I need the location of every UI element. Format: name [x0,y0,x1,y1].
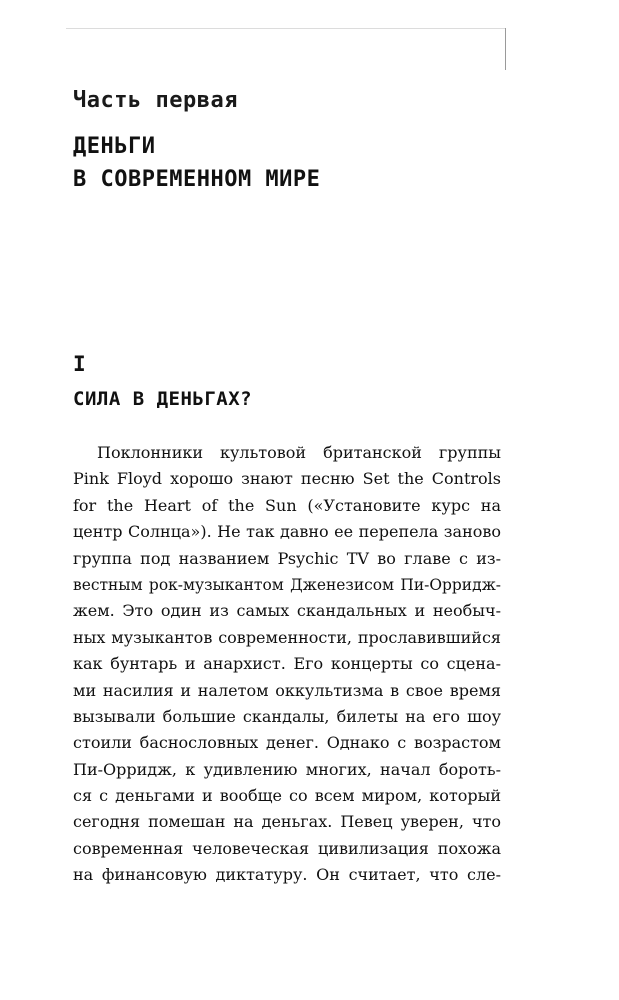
body-paragraph [73,440,501,889]
top-rule-divider [66,28,506,29]
text-line: как бунтарь и анархист. Его концерты со сцена- [73,654,501,674]
part-title [73,130,320,196]
part-label: Часть первая [73,88,238,113]
text-line: вызывали большие скандалы, билеты на его шоу [73,706,501,726]
text-line: жем. Это один из самых скандальных и необыч- [73,601,501,621]
text-line: ми насилия и налетом оккультизма в свое время [73,680,501,700]
text-line: ных музыкантов современности, прославившийся [73,627,501,647]
text-line: стоили баснословных денег. Однако с возрастом [73,733,501,753]
chapter-number: I [73,352,86,376]
part-title-line: В СОВРЕМЕННОМ МИРЕ [73,167,321,192]
text-line: на финансовую диктатуру. Он считает, что сле- [73,865,501,885]
text-line: вестным рок-музыкантом Дженезисом Пи-Орридж- [73,575,501,594]
text-line: современная человеческая цивилизация похожа [73,838,501,858]
text-line: Поклонники культовой британской группы [97,443,501,462]
text-line: ся с деньгами и вообще со всем миром, который [73,786,501,806]
corner-rule-divider [505,28,506,70]
text-line: Пи-Орридж, к удивлению многих, начал бороть- [73,759,501,779]
part-title-line: ДЕНЬГИ [73,134,156,159]
chapter-title: СИЛА В ДЕНЬГАХ? [73,388,253,410]
text-line: центр Солнца»). Не так давно ее перепела заново [73,522,501,542]
text-line: сегодня помешан на деньгах. Певец уверен, что [73,812,501,832]
text-line: группа под названием Psychic TV во главе с из- [73,548,501,568]
text-line: for the Heart of the Sun («Установите курс на [73,495,501,515]
text-line: Pink Floyd хорошо знают песню Set the Controls [73,469,501,489]
